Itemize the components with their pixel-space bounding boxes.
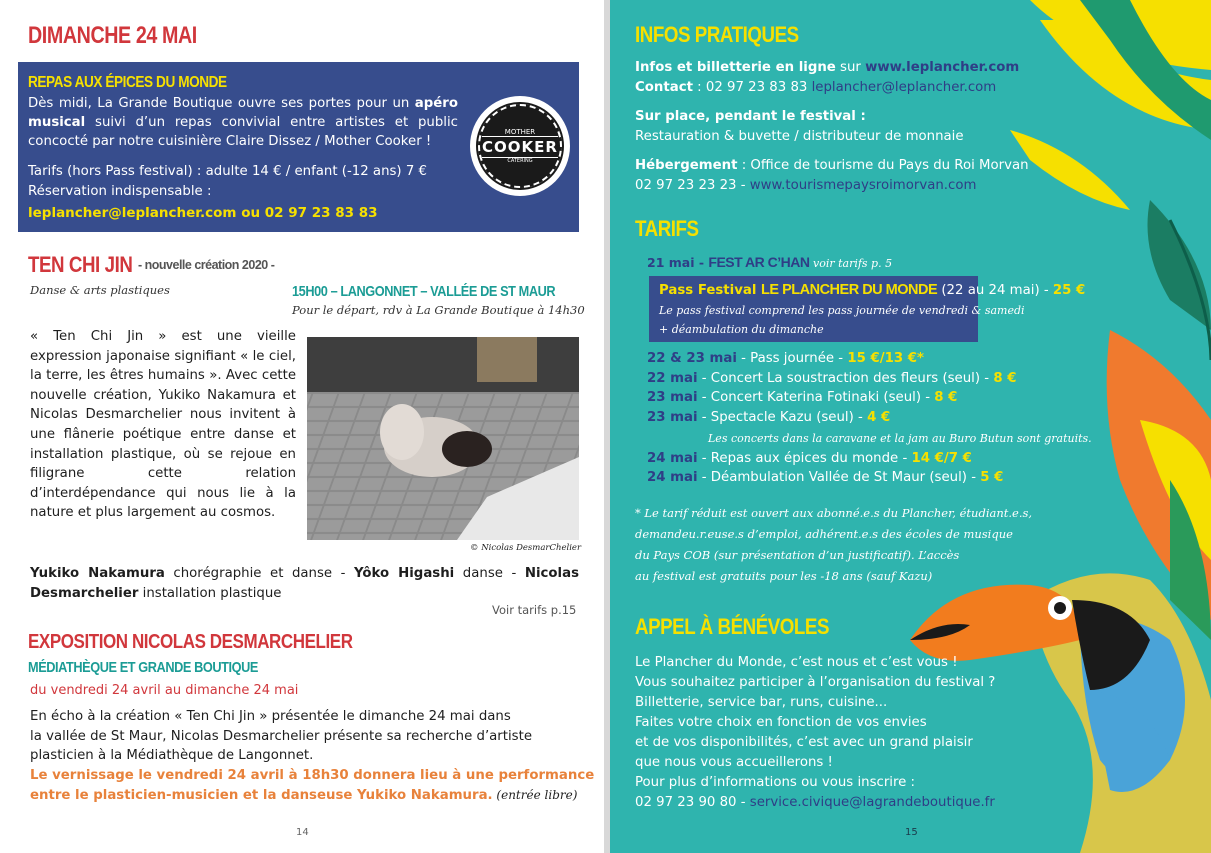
repas-tarifs: Tarifs (hors Pass festival) : adulte 14 € / enfant (-12 ans) 7 €: [28, 164, 427, 179]
surplace-label: Sur place, pendant le festival :: [635, 109, 866, 124]
ten-category: Danse & arts plastiques: [30, 283, 170, 297]
page-date-title: DIMANCHE 24 MAI: [28, 22, 197, 49]
reduced-note: demandeu.r.euse.s d’emploi, adhérent.e.s des écoles de musique: [635, 527, 1013, 541]
expo-line: la vallée de St Maur, Nicolas Desmarchelier présente sa recherche d’artiste: [30, 729, 533, 744]
tarif-row: 24 mai - Déambulation Vallée de St Maur (seul) - 5 €: [647, 470, 1004, 485]
caravane-note: Les concerts dans la caravane et la jam au Buro Butun sont gratuits.: [708, 432, 1092, 445]
ten-time-place: 15H00 – LANGONNET – VALLÉE DE ST MAUR: [292, 283, 556, 300]
hebergement-line: Hébergement : Office de tourisme du Pays du Roi Morvan: [635, 158, 1029, 173]
expo-dates: du vendredi 24 avril au dimanche 24 mai: [30, 683, 299, 698]
hebergement-contact: 02 97 23 23 23 - www.tourismepaysroimorvan.com: [635, 178, 977, 193]
voir-tarifs-note: Voir tarifs p.15: [492, 603, 577, 617]
ten-chi-jin-subtitle: - nouvelle création 2020 -: [138, 258, 275, 272]
pass-note: + déambulation du dimanche: [659, 323, 824, 336]
pass-festival-box: [649, 276, 1086, 342]
ten-description: « Ten Chi Jin » est une vieille expression japonaise signifiant « le ciel, la terre, les êtres humains ». Avec cette nouvelle création, Yukiko Nakamura et Nicolas Desmarchelier nous invitent à une flânerie poétique entre danse et installation plastique, où se rejoue en filigrane cette relation d’interdépendance qui nous lie à la nature et plus largement au cosmos.: [30, 329, 296, 521]
benevoles-line: Billetterie, service bar, runs, cuisine...: [635, 695, 888, 710]
fest-line: 21 mai - FEST AR C’HAN voir tarifs p. 5: [647, 254, 893, 270]
expo-line: plasticien à la Médiathèque de Langonnet.: [30, 748, 314, 763]
repas-title: REPAS AUX ÉPICES DU MONDE: [28, 74, 227, 91]
mother-cooker-logo: MOTHER COOKER CATERING: [470, 96, 570, 196]
email-link[interactable]: leplancher@leplancher.com: [811, 80, 997, 95]
tarif-row: 23 mai - Spectacle Kazu (seul) - 4 €: [647, 410, 891, 425]
dancer-photo: [307, 337, 579, 540]
expo-line: En écho à la création « Ten Chi Jin » présentée le dimanche 24 mai dans: [30, 709, 511, 724]
benevoles-line: Faites votre choix en fonction de vos envies: [635, 715, 927, 730]
vernissage-line: entre le plasticien-musicien et la danseuse Yukiko Nakamura. (entrée libre): [30, 788, 578, 803]
contact-line: Contact : 02 97 23 83 83 leplancher@leplancher.com: [635, 80, 997, 95]
repas-reservation: Réservation indispensable :: [28, 184, 212, 199]
right-page: [610, 0, 1211, 853]
left-page: [0, 0, 604, 853]
reduced-note: du Pays COB (sur présentation d’un justificatif). L’accès: [635, 548, 960, 562]
ten-chi-jin-title: TEN CHI JIN: [28, 252, 133, 277]
tarif-row: 22 mai - Concert La soustraction des fleurs (seul) - 8 €: [647, 371, 1017, 386]
billet-line: Infos et billetterie en ligne sur www.leplancher.com: [635, 60, 1020, 75]
tarif-row: 23 mai - Concert Katerina Fotinaki (seul) - 8 €: [647, 390, 958, 405]
tourism-link[interactable]: www.tourismepaysroimorvan.com: [749, 178, 977, 193]
infos-title: INFOS PRATIQUES: [635, 22, 799, 47]
pass-note: Le pass festival comprend les pass journée de vendredi & samedi: [659, 304, 1025, 317]
photo-credit: © Nicolas DesmarChelier: [470, 543, 582, 553]
benevoles-line: Le Plancher du Monde, c’est nous et c’est vous !: [635, 655, 958, 670]
website-link[interactable]: www.leplancher.com: [865, 60, 1020, 75]
surplace-text: Restauration & buvette / distributeur de monnaie: [635, 129, 964, 144]
benevoles-line: Vous souhaitez participer à l’organisation du festival ?: [635, 675, 996, 690]
repas-box: [18, 62, 579, 232]
reduced-note: au festival est gratuits pour les -18 ans (sauf Kazu): [635, 569, 933, 583]
benevoles-line: Pour plus d’informations ou vous inscrire :: [635, 775, 916, 790]
pass-line: Pass Festival LE PLANCHER DU MONDE (22 au 24 mai) - 25 €: [659, 282, 1086, 298]
repas-text: Dès midi, La Grande Boutique ouvre ses portes pour un apéro musical suivi d’un repas convivial entre artistes et public concocté par notre cuisinière Claire Dissez / Mother Cooker !: [28, 96, 458, 149]
expo-title: EXPOSITION NICOLAS DESMARCHELIER: [28, 631, 353, 653]
tarif-row: 22 & 23 mai - Pass journée - 15 €/13 €*: [647, 351, 924, 366]
benevoles-contact: 02 97 23 90 80 - service.civique@lagrandeboutique.fr: [635, 795, 995, 810]
tarif-row: 24 mai - Repas aux épices du monde - 14 €/7 €: [647, 451, 972, 466]
page-number: 14: [296, 827, 309, 838]
page-number: 15: [905, 827, 918, 838]
benevoles-line: que nous vous accueillerons !: [635, 755, 833, 770]
service-civique-email[interactable]: service.civique@lagrandeboutique.fr: [749, 795, 995, 810]
ten-credits: Yukiko Nakamura chorégraphie et danse - Yôko Higashi danse - Nicolas Desmarchelier installation plastique: [30, 566, 579, 601]
reduced-note: * Le tarif réduit est ouvert aux abonné.e.s du Plancher, étudiant.e.s,: [635, 506, 1033, 520]
repas-contact: leplancher@leplancher.com ou 02 97 23 83 83: [28, 205, 378, 221]
benevoles-title: APPEL À BÉNÉVOLES: [635, 614, 830, 639]
ten-departure: Pour le départ, rdv à La Grande Boutique à 14h30: [292, 303, 585, 317]
benevoles-line: et de vos disponibilités, c’est avec un grand plaisir: [635, 735, 973, 750]
vernissage-line: Le vernissage le vendredi 24 avril à 18h30 donnera lieu à une performance: [30, 768, 595, 783]
expo-place: MÉDIATHÈQUE ET GRANDE BOUTIQUE: [28, 659, 258, 676]
tarifs-title: TARIFS: [635, 216, 699, 241]
